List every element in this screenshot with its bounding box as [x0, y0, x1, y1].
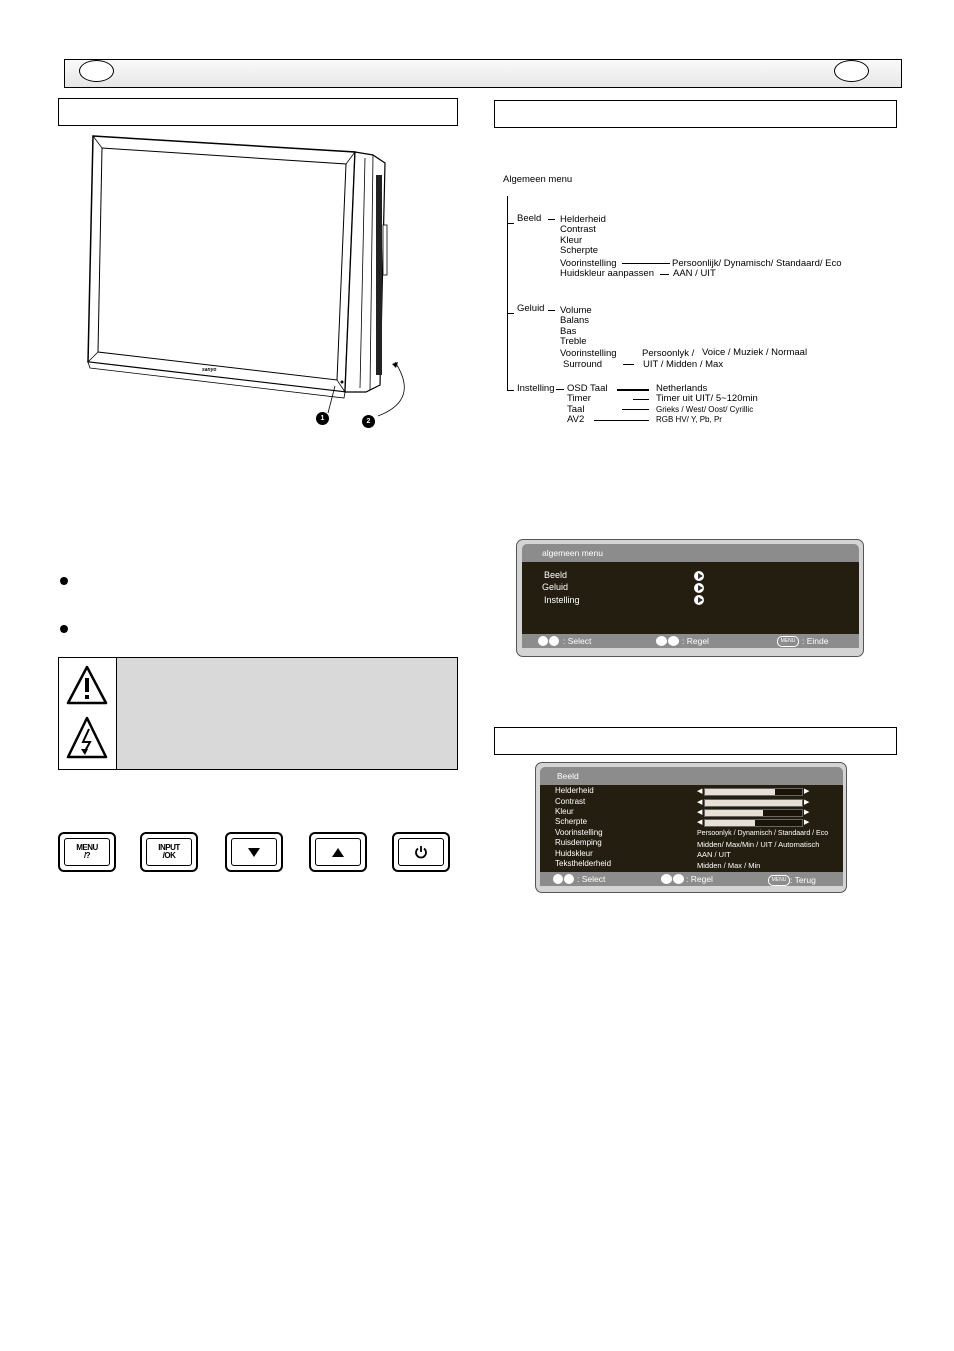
osd-beeld-foot-regel: : Regel [686, 874, 713, 884]
power-icon [414, 845, 428, 859]
leftright-nav-icon [661, 874, 685, 884]
tree-geluid-item-3: Treble [560, 336, 587, 347]
updown-nav-icon [553, 874, 574, 884]
osd-beeld-text-3-label[interactable]: Teksthelderheid [555, 859, 612, 868]
slider-right-arrow-icon[interactable]: ▶ [804, 788, 810, 795]
slider-right-arrow-icon[interactable]: ▶ [804, 819, 810, 826]
tree-beeld-voorinstelling: Voorinstelling [560, 258, 617, 269]
osd-beeld-text-2-label[interactable]: Huidskleur [555, 849, 593, 858]
tree-connector-beeld-huid [660, 274, 669, 275]
exclamation-warning-icon [65, 664, 109, 706]
osd-main-item-beeld[interactable]: Beeld [544, 570, 568, 580]
osd-beeld-foot-select: : Select [577, 874, 606, 884]
tree-connector-osd [617, 389, 649, 391]
menu-key-icon: MENU [777, 636, 799, 647]
tree-connector-timer [633, 399, 649, 400]
tree-beeld-label: Beeld [517, 213, 542, 224]
tree-instelling-osd-value: Netherlands [656, 383, 708, 394]
tree-geluid-item-2: Bas [560, 326, 577, 337]
tree-geluid-label: Geluid [517, 303, 545, 314]
osd-beeld-footer [540, 872, 843, 886]
osd-main-title: algemeen menu [542, 548, 603, 558]
page-header-bar [64, 59, 902, 88]
osd-main-foot-regel: : Regel [682, 636, 709, 646]
section-title-box-left [58, 98, 458, 126]
tree-instelling-label: Instelling [517, 383, 555, 394]
slider-right-arrow-icon[interactable]: ▶ [804, 809, 810, 816]
tree-connector-geluid-surround [623, 364, 634, 365]
tree-geluid-item-0: Volume [560, 305, 592, 316]
tv-illustration [80, 130, 420, 430]
slider-left-arrow-icon[interactable]: ◀ [697, 799, 703, 806]
tree-geluid-surround: Surround [563, 359, 603, 370]
header-left-oval [79, 60, 114, 82]
osd-beeld-text-1-label[interactable]: Ruisdemping [555, 838, 602, 847]
osd-main-menu [516, 539, 864, 657]
osd-beeld-slider-2[interactable] [704, 809, 803, 817]
tree-root: Algemeen menu [503, 174, 573, 185]
osd-main-item-instelling[interactable]: Instelling [544, 595, 580, 605]
leftright-nav-icon [656, 636, 680, 646]
up-triangle-icon [332, 848, 344, 857]
tree-connector-instelling [556, 389, 564, 390]
down-button-face [231, 838, 277, 866]
osd-main-item-geluid[interactable]: Geluid [542, 582, 569, 592]
tree-instelling-taal: Taal [567, 404, 585, 415]
callout-2-badge: 2 [362, 415, 375, 428]
osd-main-header [522, 544, 859, 562]
tree-trunk [507, 196, 508, 390]
osd-main-body [522, 562, 859, 634]
tv-brand-logo: sanyo [202, 367, 217, 373]
tree-geluid-surround-value: UIT / Midden / Max [643, 359, 724, 370]
osd-beeld-row-0-label[interactable]: Helderheid [555, 786, 594, 795]
tree-connector-av2 [594, 420, 649, 421]
osd-beeld-text-0-value: Persoonlyk / Dynamisch / Standaard / Eco [697, 830, 829, 837]
tree-beeld-item-3: Scherpte [560, 245, 599, 256]
updown-nav-icon [538, 636, 559, 646]
slider-left-arrow-icon[interactable]: ◀ [697, 788, 703, 795]
osd-main-foot-select: : Select [563, 636, 592, 646]
osd-beeld-text-1-value: Midden/ Max/Min / UIT / Automatisch [697, 840, 820, 849]
electric-shock-warning-icon [65, 715, 109, 761]
warning-box [58, 657, 458, 770]
osd-beeld-slider-3-fill [705, 820, 755, 826]
osd-beeld-slider-3[interactable] [704, 819, 803, 827]
osd-beeld-text-0-label[interactable]: Voorinstelling [555, 828, 603, 837]
power-button[interactable] [392, 832, 450, 872]
tree-beeld-item-0: Helderheid [560, 214, 606, 225]
osd-instelling-arrow-icon [694, 595, 704, 605]
tree-beeld-item-1: Contrast [560, 224, 596, 235]
osd-beeld-slider-0-fill [705, 789, 775, 795]
tree-instelling-av2-value: RGB HV/ Y, Pb, Pr [656, 415, 722, 424]
input-ok-button-label: INPUT /OK [146, 838, 192, 866]
warning-text-area [116, 658, 457, 769]
osd-beeld-foot-terug: : Terug [790, 875, 816, 885]
tree-beeld-item-2: Kleur [560, 235, 583, 246]
tree-branch-beeld [507, 223, 514, 224]
tree-instelling-timer-value: Timer uit UIT/ 5~120min [656, 393, 758, 404]
osd-beeld-body [540, 785, 843, 872]
osd-beeld-slider-1-fill [705, 800, 802, 806]
osd-geluid-arrow-icon [694, 583, 704, 593]
tree-connector-beeld-voor [622, 263, 670, 264]
callout-1-badge: 1 [316, 412, 329, 425]
tree-beeld-huidskleur: Huidskleur aanpassen [560, 268, 655, 279]
menu-button-label: MENU /? [64, 838, 110, 866]
osd-beeld-header [540, 767, 843, 785]
down-button[interactable] [225, 832, 283, 872]
header-right-oval [834, 60, 869, 82]
tree-instelling-osd: OSD Taal [567, 383, 608, 394]
osd-main-foot-einde: : Einde [802, 636, 829, 646]
osd-beeld-text-2-value: AAN / UIT [697, 850, 731, 859]
tree-instelling-taal-value: Grieks / West/ Oost/ Cyrillic [656, 405, 754, 414]
osd-beeld-slider-1[interactable] [704, 799, 803, 807]
slider-right-arrow-icon[interactable]: ▶ [804, 799, 810, 806]
osd-main-footer [522, 634, 859, 648]
osd-beeld-menu [535, 762, 847, 893]
bullet-2 [60, 625, 68, 633]
osd-beeld-row-2-label[interactable]: Kleur [555, 807, 574, 816]
tree-branch-instelling [507, 390, 514, 391]
tree-connector-taal [622, 409, 649, 410]
tree-geluid-voorinstelling-value-a: Persoonlyk / [642, 348, 695, 359]
osd-beeld-arrow-icon [694, 571, 704, 581]
bullet-1 [60, 577, 68, 585]
slider-left-arrow-icon[interactable]: ◀ [697, 809, 703, 816]
tree-connector-beeld [548, 219, 555, 220]
tree-beeld-huidskleur-value: AAN / UIT [673, 268, 716, 279]
tree-connector-geluid [548, 310, 555, 311]
osd-beeld-slider-0[interactable] [704, 788, 803, 796]
power-button-face [398, 838, 444, 866]
section-title-box-right-mid [494, 727, 897, 755]
up-button-face [315, 838, 361, 866]
osd-beeld-slider-2-fill [705, 810, 763, 816]
down-triangle-icon [248, 848, 260, 857]
section-title-box-right-top [494, 100, 897, 128]
menu-button[interactable] [58, 832, 116, 872]
tree-instelling-av2: AV2 [567, 414, 585, 425]
osd-beeld-row-3-label[interactable]: Scherpte [555, 817, 588, 826]
menu-key-icon: MENU [768, 875, 790, 886]
up-button[interactable] [309, 832, 367, 872]
input-ok-button[interactable] [140, 832, 198, 872]
tree-geluid-voorinstelling-value-b: Voice / Muziek / Normaal [702, 347, 808, 358]
tree-geluid-item-1: Balans [560, 315, 590, 326]
osd-beeld-text-3-value: Midden / Max / Min [697, 861, 761, 870]
tree-geluid-voorinstelling: Voorinstelling [560, 348, 617, 359]
tree-instelling-timer: Timer [567, 393, 591, 404]
slider-left-arrow-icon[interactable]: ◀ [697, 819, 703, 826]
osd-beeld-title: Beeld [557, 771, 579, 781]
osd-beeld-row-1-label[interactable]: Contrast [555, 797, 586, 806]
tree-beeld-voorinstelling-value: Persoonlijk/ Dynamisch/ Standaard/ Eco [672, 258, 842, 269]
tree-branch-geluid [507, 313, 514, 314]
